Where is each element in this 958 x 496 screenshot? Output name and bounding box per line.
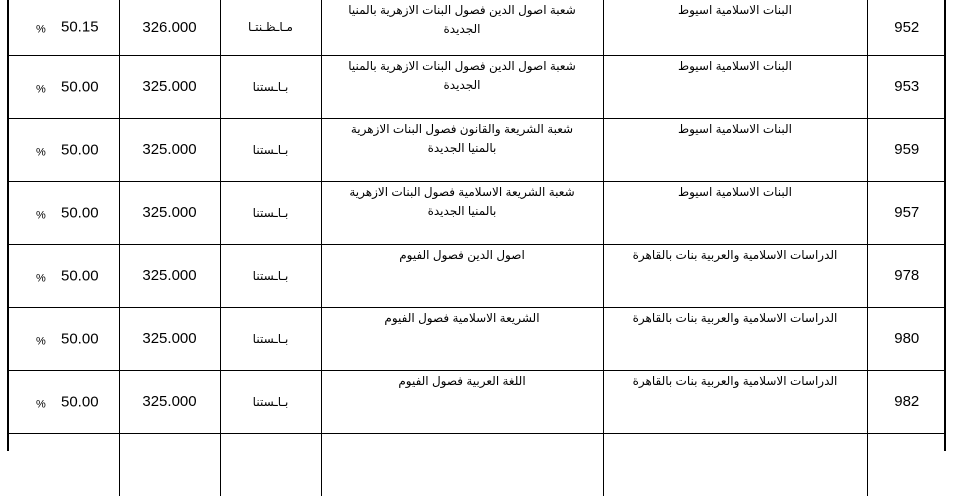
empty-cell xyxy=(603,433,867,496)
department-text: شعبة الشريعة والقانون فصول البنات الازهرية بالمنيا الجديدة xyxy=(350,121,574,155)
department-text: اصول الدين فصول الفيوم xyxy=(399,247,525,262)
department-text: الشريعة الاسلامية فصول الفيوم xyxy=(384,310,540,325)
table-row xyxy=(7,118,946,181)
college-cell: البنات الاسلامية اسيوط xyxy=(603,55,867,118)
empty-cell xyxy=(220,433,321,496)
code-cell: 952 xyxy=(867,0,946,55)
department-cell xyxy=(321,181,603,244)
score-cell: 325.000 xyxy=(119,55,220,118)
percent-sign: % xyxy=(36,334,46,347)
percent-value: 50.00 xyxy=(61,141,99,158)
empty-cell xyxy=(119,433,220,496)
score-cell: 325.000 xyxy=(119,307,220,370)
empty-cell xyxy=(7,433,119,496)
department-cell xyxy=(321,0,603,55)
department-text: شعبة اصول الدين فصول البنات الازهرية بالمنيا الجديدة xyxy=(348,3,576,36)
status-cell: مـاـظـنتـا xyxy=(220,0,321,55)
percent-sign: % xyxy=(36,208,46,221)
score-cell: 325.000 xyxy=(119,244,220,307)
code-cell: 953 xyxy=(867,55,946,118)
status-cell: بـاـستنا xyxy=(220,307,321,370)
status-cell: بـاـستنا xyxy=(220,244,321,307)
score-cell: 325.000 xyxy=(119,370,220,433)
college-cell: البنات الاسلامية اسيوط xyxy=(603,118,867,181)
score-cell: 325.000 xyxy=(119,181,220,244)
code-cell: 980 xyxy=(867,307,946,370)
percent-value: 50.00 xyxy=(61,78,99,95)
table-row xyxy=(7,0,946,55)
college-cell: الدراسات الاسلامية والعربية بنات بالقاهرة xyxy=(603,370,867,433)
percent-sign: % xyxy=(36,271,46,284)
percent-cell xyxy=(7,55,119,118)
percent-sign: % xyxy=(36,82,46,95)
department-text: اللغة العربية فصول الفيوم xyxy=(398,373,526,388)
percent-value: 50.00 xyxy=(61,204,99,221)
percent-sign: % xyxy=(36,145,46,158)
status-cell: بـاـستنا xyxy=(220,181,321,244)
department-cell xyxy=(321,307,603,370)
percent-cell xyxy=(7,0,119,55)
percent-sign: % xyxy=(36,397,46,410)
percent-value: 50.00 xyxy=(61,330,99,347)
percent-value: 50.00 xyxy=(61,393,99,410)
score-cell: 326.000 xyxy=(119,0,220,55)
empty-cell xyxy=(321,433,603,496)
percent-value: 50.00 xyxy=(61,267,99,284)
status-cell: بـاـستنا xyxy=(220,370,321,433)
department-text: شعبة اصول الدين فصول البنات الازهرية بالمنيا الجديدة xyxy=(348,58,576,92)
table-row xyxy=(7,370,946,433)
department-cell xyxy=(321,244,603,307)
status-cell: بـاـستنا xyxy=(220,118,321,181)
percent-cell xyxy=(7,244,119,307)
department-cell xyxy=(321,118,603,181)
college-cell: الدراسات الاسلامية والعربية بنات بالقاهرة xyxy=(603,307,867,370)
college-cell: الدراسات الاسلامية والعربية بنات بالقاهرة xyxy=(603,244,867,307)
percent-cell xyxy=(7,370,119,433)
table-row xyxy=(7,55,946,118)
college-cell: البنات الاسلامية اسيوط xyxy=(603,181,867,244)
percent-sign: % xyxy=(36,23,46,36)
code-cell: 957 xyxy=(867,181,946,244)
percent-value: 50.15 xyxy=(61,18,99,36)
code-cell: 978 xyxy=(867,244,946,307)
results-table xyxy=(7,0,946,496)
empty-cell xyxy=(867,433,946,496)
table-row xyxy=(7,244,946,307)
college-cell: البنات الاسلامية اسيوط xyxy=(603,0,867,55)
table-row xyxy=(7,181,946,244)
table-row xyxy=(7,307,946,370)
table-row-partial xyxy=(7,433,946,496)
department-cell xyxy=(321,55,603,118)
percent-cell xyxy=(7,118,119,181)
code-cell: 982 xyxy=(867,370,946,433)
status-cell: بـاـستنا xyxy=(220,55,321,118)
score-cell: 325.000 xyxy=(119,118,220,181)
department-text: شعبة الشريعة الاسلامية فصول البنات الازهرية بالمنيا الجديدة xyxy=(349,184,575,218)
department-cell xyxy=(321,370,603,433)
percent-cell xyxy=(7,181,119,244)
percent-cell xyxy=(7,307,119,370)
code-cell: 959 xyxy=(867,118,946,181)
